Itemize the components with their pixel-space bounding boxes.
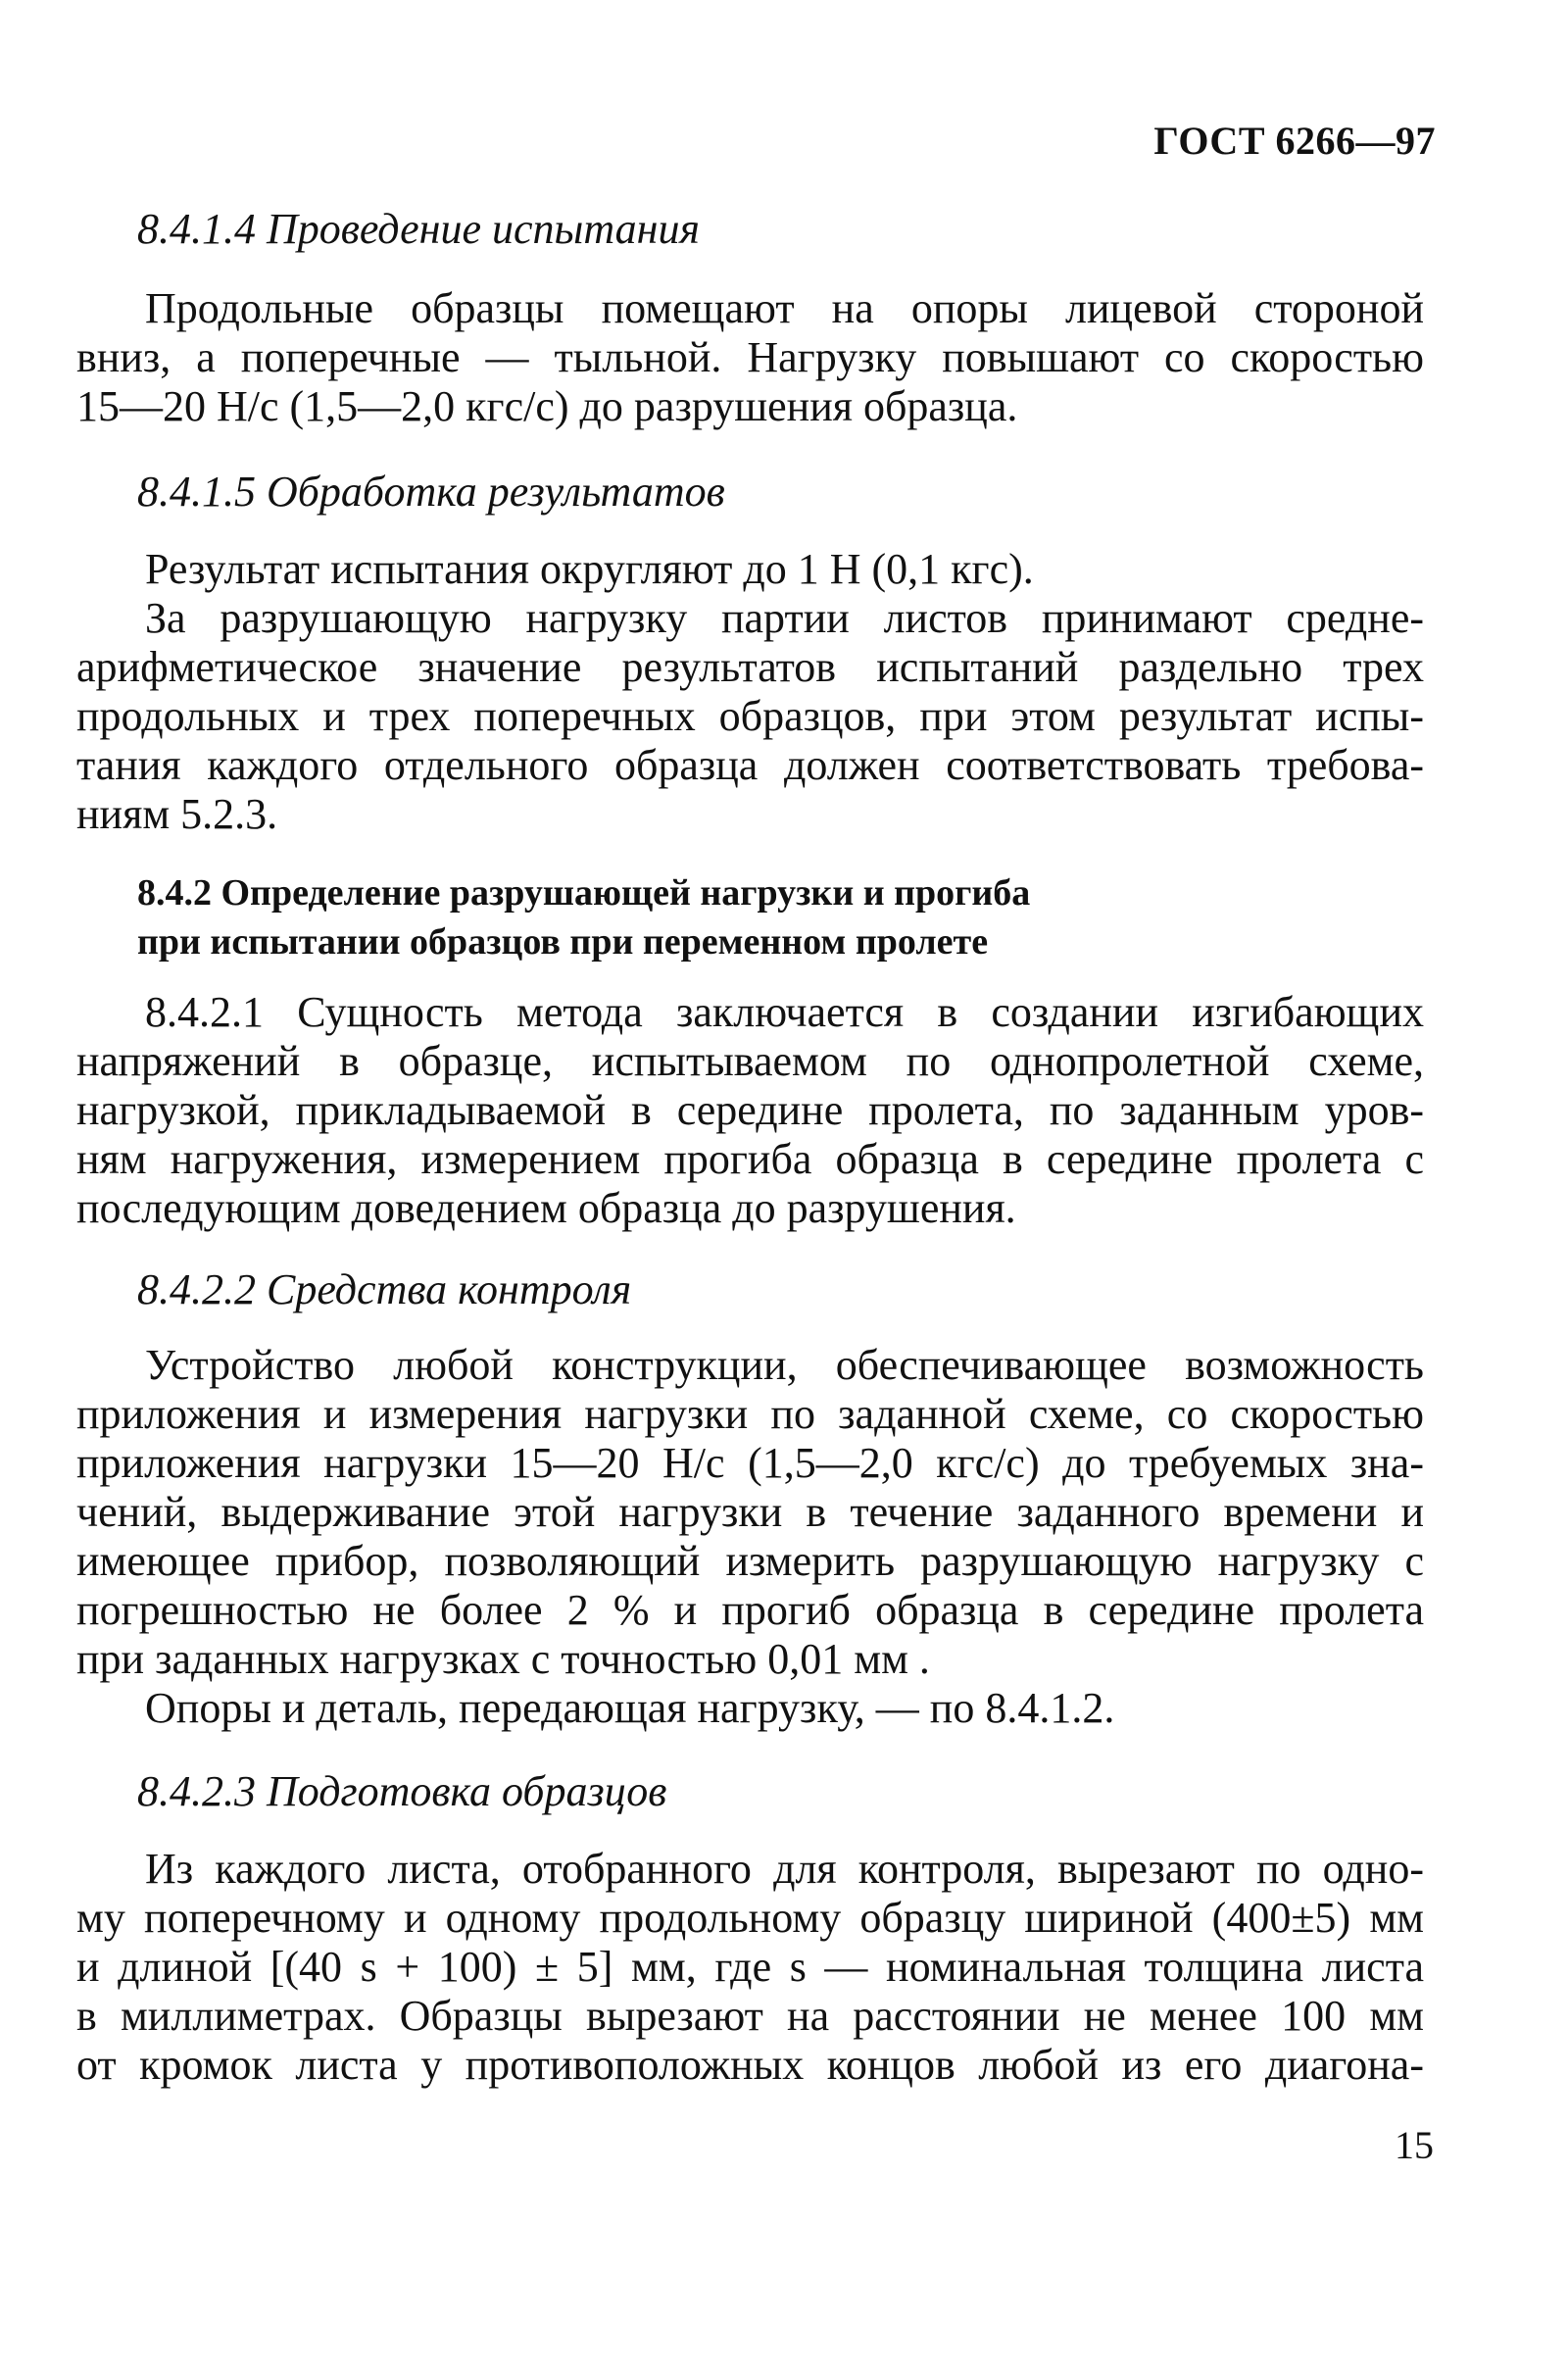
text-line: от кромок листа у противоположных концов любой из его диагона- (76, 2041, 1424, 2089)
text-line: ниям 5.2.3. (76, 790, 278, 838)
text-line: чений, выдерживание этой нагрузки в течение заданного времени и (76, 1488, 1424, 1536)
standard-header: ГОСТ 6266—97 (1153, 119, 1436, 163)
section-8-4-2-title-line-1: 8.4.2 Определение разрушающей нагрузки и прогиба (137, 872, 1031, 914)
section-8-4-1-5-paragraph-1 (76, 545, 1424, 594)
section-8-4-2-2-title: 8.4.2.2 Средства контроля (137, 1265, 632, 1313)
text-line: ням нагружения, измерением прогиба образца в середине пролета с (76, 1135, 1424, 1183)
section-8-4-2-3-paragraph (76, 1845, 1424, 2090)
text-line: 15—20 Н/с (1,5—2,0 кгс/с) до разрушения образца. (76, 382, 1018, 430)
section-8-4-1-4-paragraph (76, 284, 1424, 431)
document-page (76, 0, 1436, 2373)
section-8-4-2-2-paragraph-1 (76, 1341, 1424, 1684)
text-line: Опоры и деталь, передающая нагрузку, — по 8.4.1.2. (145, 1684, 1115, 1732)
text-line: и длиной [(40 s + 100) ± 5] мм, где s — номинальная толщина листа (76, 1943, 1424, 1991)
section-8-4-1-5-paragraph-2 (76, 594, 1424, 839)
text-line: имеющее прибор, позволяющий измерить разрушающую нагрузку с (76, 1537, 1424, 1585)
text-line: Продольные образцы помещают на опоры лицевой стороной (145, 284, 1424, 332)
text-line: тания каждого отдельного образца должен соответствовать требова- (76, 741, 1424, 789)
section-8-4-2-2-paragraph-2 (76, 1684, 1424, 1733)
text-line: Из каждого листа, отобранного для контроля, вырезают по одно- (145, 1845, 1424, 1893)
text-line: 8.4.2.1 Сущность метода заключается в создании изгибающих (145, 988, 1424, 1036)
text-line: продольных и трех поперечных образцов, при этом результат испы- (76, 692, 1424, 740)
section-8-4-2-3-title: 8.4.2.3 Подготовка образцов (137, 1767, 667, 1815)
text-line: арифметическое значение результатов испытаний раздельно трех (76, 643, 1424, 691)
text-line: Результат испытания округляют до 1 Н (0,1 кгс). (145, 545, 1034, 593)
text-line: За разрушающую нагрузку партии листов принимают средне- (145, 594, 1424, 642)
page-number: 15 (1395, 2123, 1434, 2167)
text-line: му поперечному и одному продольному образцу шириной (400±5) мм (76, 1894, 1424, 1942)
section-8-4-1-5-title: 8.4.1.5 Обработка результатов (137, 468, 725, 516)
section-8-4-2-title-line-2: при испытании образцов при переменном пролете (137, 921, 989, 963)
text-line: напряжений в образце, испытываемом по однопролетной схеме, (76, 1037, 1424, 1085)
text-line: приложения и измерения нагрузки по заданной схеме, со скоростью (76, 1390, 1424, 1438)
text-line: вниз, а поперечные — тыльной. Нагрузку повышают со скоростью (76, 333, 1424, 381)
text-line: приложения нагрузки 15—20 Н/с (1,5—2,0 кгс/с) до требуемых зна- (76, 1439, 1424, 1487)
section-8-4-2-1-paragraph (76, 988, 1424, 1233)
text-line: нагрузкой, прикладываемой в середине пролета, по заданным уров- (76, 1086, 1424, 1134)
text-line: последующим доведением образца до разрушения. (76, 1184, 1016, 1232)
text-line: Устройство любой конструкции, обеспечивающее возможность (145, 1341, 1424, 1389)
text-line: погрешностью не более 2 % и прогиб образца в середине пролета (76, 1586, 1424, 1634)
section-8-4-1-4-title: 8.4.1.4 Проведение испытания (137, 205, 700, 253)
text-line: при заданных нагрузках с точностью 0,01 мм . (76, 1635, 930, 1683)
text-line: в миллиметрах. Образцы вырезают на расстоянии не менее 100 мм (76, 1992, 1424, 2040)
